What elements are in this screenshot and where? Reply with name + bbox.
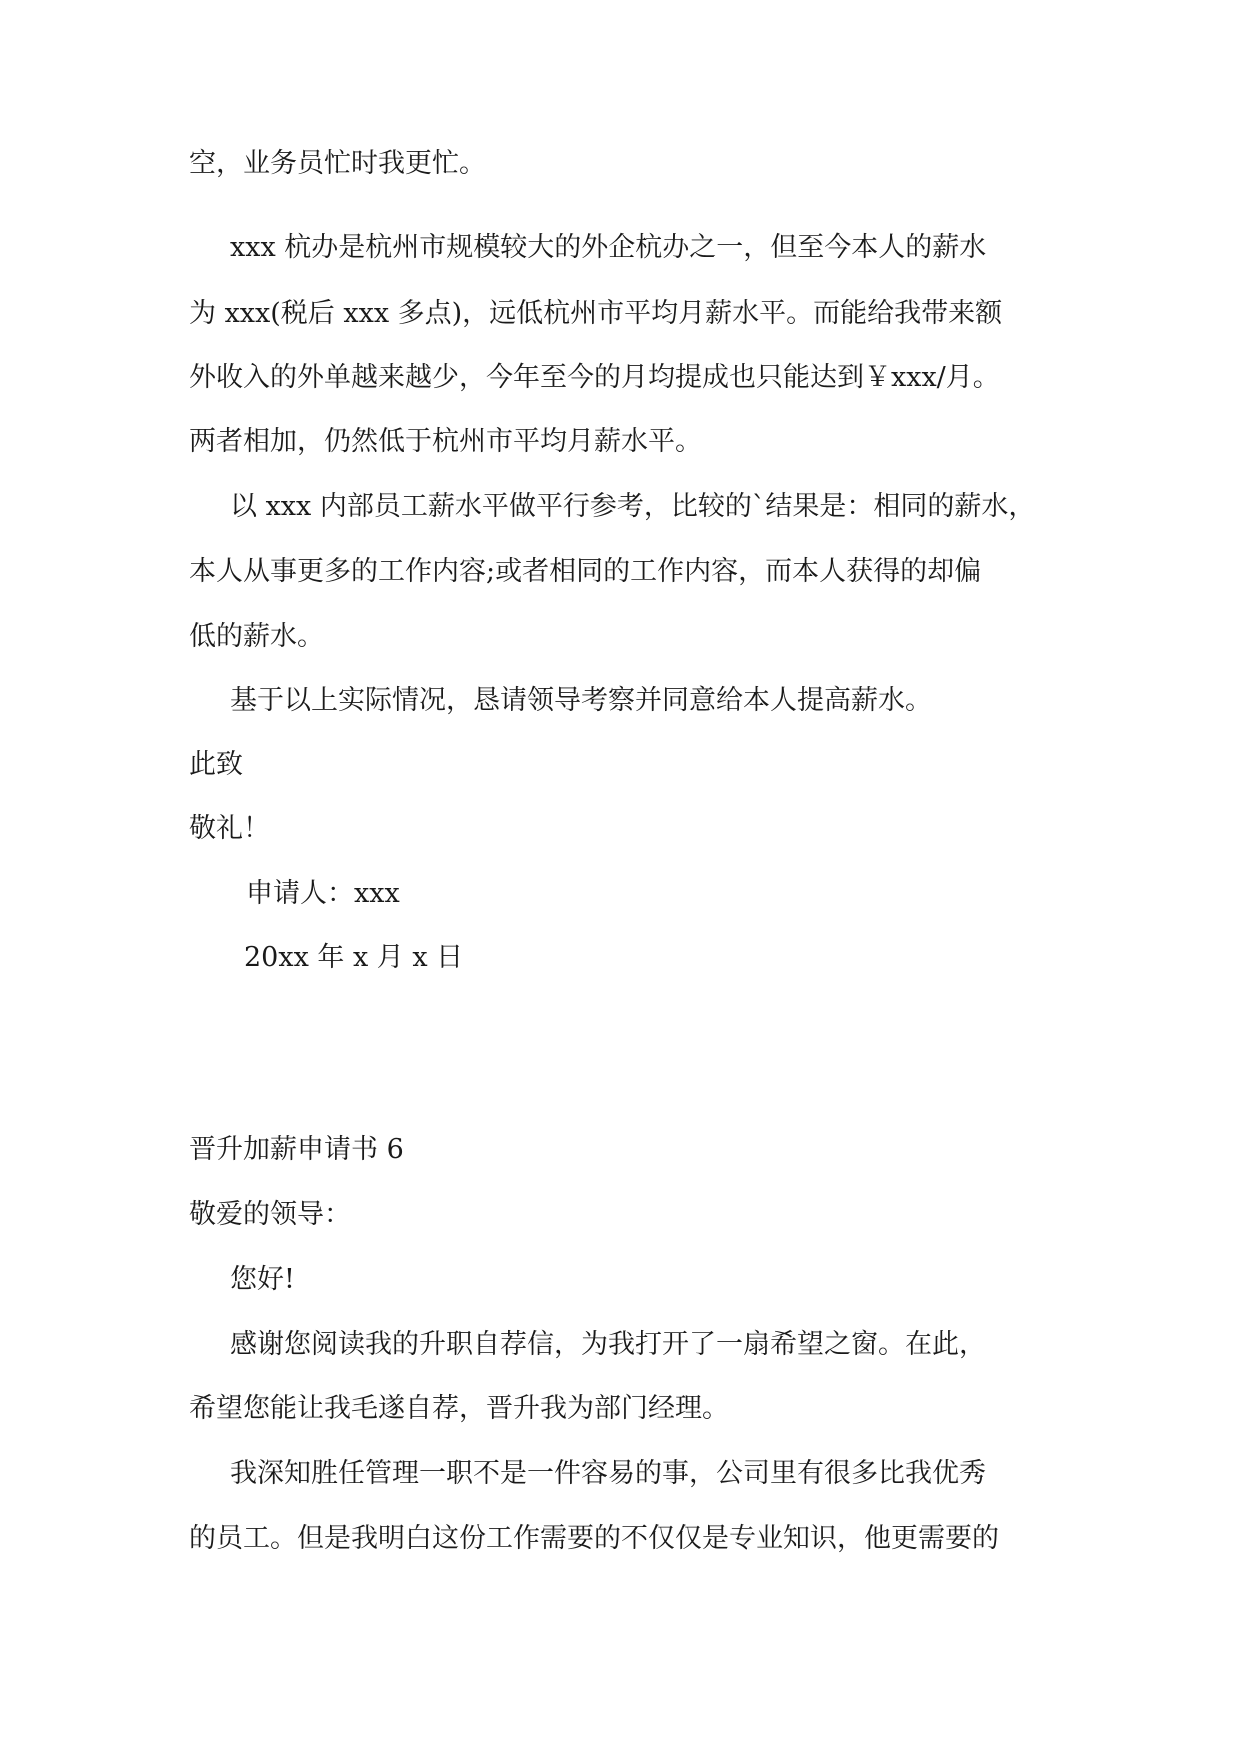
paragraph-line: 为 xxx(税后 xxx 多点)，远低杭州市平均月薪水平。而能给我带来额 bbox=[189, 298, 1003, 329]
paragraph-line: 外收入的外单越来越少，今年至今的月均提成也只能达到￥xxx/月。 bbox=[189, 362, 1000, 393]
paragraph-line: 以 xxx 内部员工薪水平做平行参考，比较的`结果是：相同的薪水， bbox=[230, 491, 1036, 522]
closing-line: 此致 bbox=[189, 749, 243, 780]
paragraph-line: 基于以上实际情况，恳请领导考察并同意给本人提高薪水。 bbox=[230, 685, 932, 716]
paragraph-line: 的员工。但是我明白这份工作需要的不仅仅是专业知识，他更需要的 bbox=[189, 1523, 999, 1554]
paragraph-line: xxx 杭办是杭州市规模较大的外企杭办之一，但至今本人的薪水 bbox=[230, 232, 987, 263]
paragraph-line: 我深知胜任管理一职不是一件容易的事，公司里有很多比我优秀 bbox=[230, 1458, 986, 1489]
applicant-line: 申请人：xxx bbox=[246, 878, 400, 909]
paragraph-line: 本人从事更多的工作内容;或者相同的工作内容，而本人获得的却偏 bbox=[189, 556, 982, 587]
closing-line: 敬礼！ bbox=[189, 813, 270, 844]
paragraph-line: 希望您能让我毛遂自荐，晋升我为部门经理。 bbox=[189, 1393, 729, 1424]
paragraph-line: 两者相加，仍然低于杭州市平均月薪水平。 bbox=[189, 426, 702, 457]
salutation: 敬爱的领导： bbox=[189, 1199, 351, 1230]
date-line: 20xx 年 x 月 x 日 bbox=[244, 942, 464, 973]
greeting: 您好! bbox=[230, 1264, 295, 1295]
paragraph-line: 感谢您阅读我的升职自荐信，为我打开了一扇希望之窗。在此， bbox=[230, 1329, 986, 1360]
paragraph-line: 空，业务员忙时我更忙。 bbox=[189, 148, 486, 179]
paragraph-line: 低的薪水。 bbox=[189, 621, 324, 652]
letter-title: 晋升加薪申请书 6 bbox=[189, 1134, 404, 1165]
